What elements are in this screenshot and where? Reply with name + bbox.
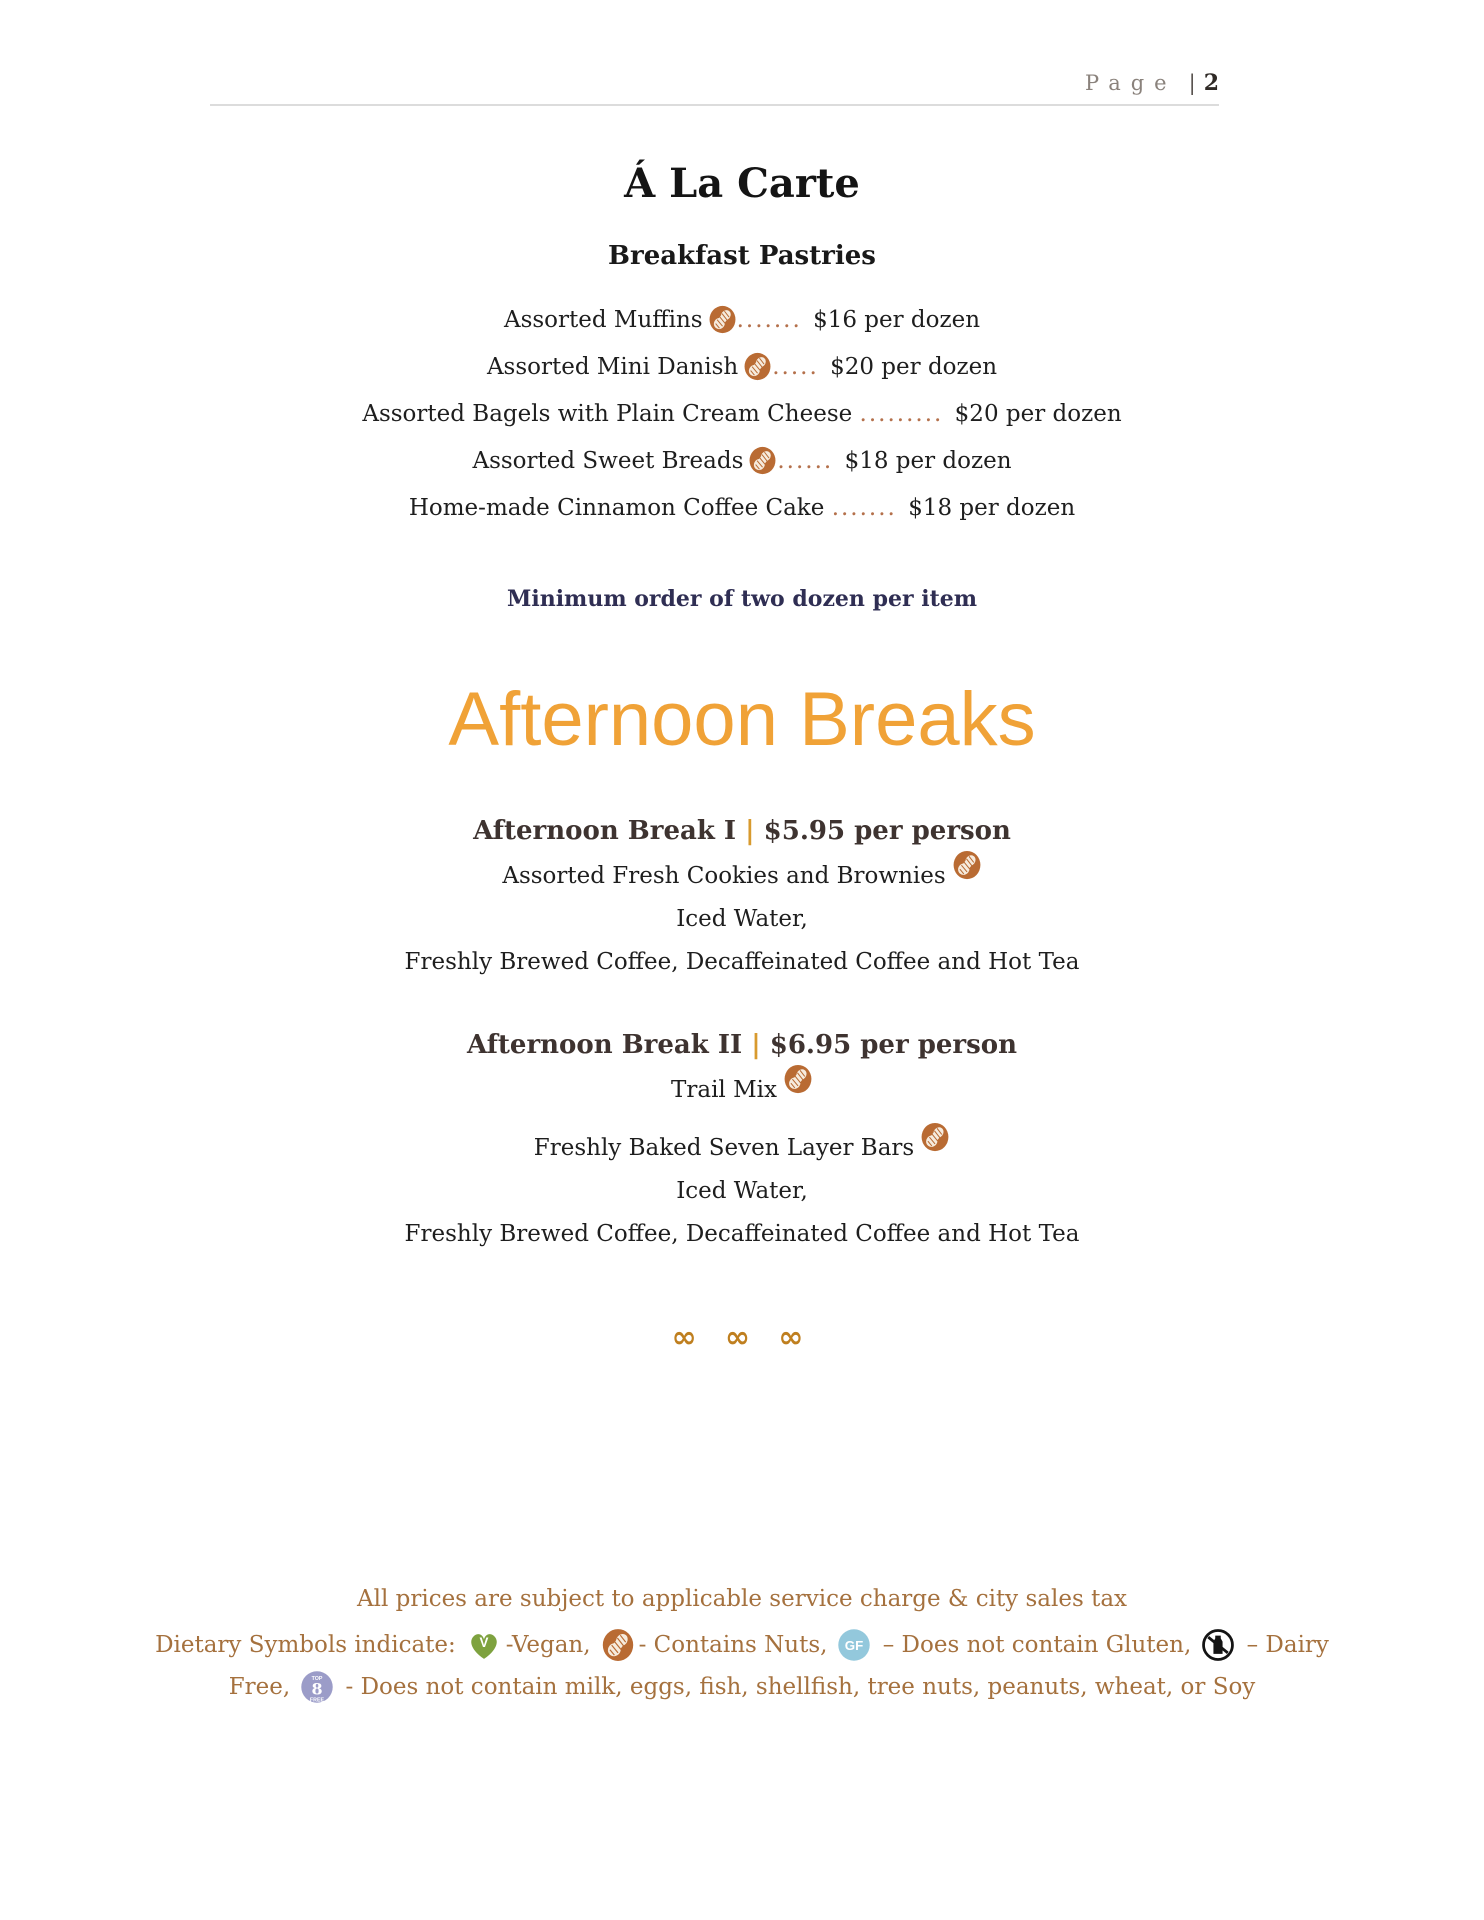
- dietary-legend-line-1: [0, 1624, 1484, 1666]
- vegan-label: -Vegan,: [505, 1632, 591, 1658]
- nuts-label: - Contains Nuts,: [638, 1632, 828, 1658]
- item-price: $20 per dozen: [954, 401, 1122, 427]
- break-2-line-coffee: [0, 1213, 1484, 1256]
- line-text: Freshly Baked Seven Layer Bars: [533, 1135, 915, 1161]
- header-rule: [210, 104, 1219, 106]
- line-text: Freshly Brewed Coffee, Decaffeinated Coffee and Hot Tea: [404, 1221, 1080, 1247]
- dietary-legend-line-2: [0, 1666, 1484, 1708]
- vegan-icon: [466, 1629, 502, 1662]
- contains-nuts-icon: [920, 1122, 950, 1152]
- item-name: Assorted Muffins: [503, 307, 703, 333]
- contains-nuts-icon: [601, 1628, 635, 1662]
- line-text: Iced Water,: [676, 906, 808, 932]
- contains-nuts-icon: [708, 305, 737, 334]
- free-prefix: Free,: [228, 1674, 291, 1700]
- afternoon-break-2: [0, 1026, 1484, 1256]
- break-1-line-cookies: [0, 850, 1484, 898]
- break-title: Afternoon Break II: [467, 1030, 743, 1060]
- item-name: Assorted Sweet Breads: [472, 448, 744, 474]
- section-heading-breakfast-pastries: Breakfast Pastries: [608, 241, 876, 271]
- break-1-line-coffee: [0, 941, 1484, 984]
- item-name: Assorted Bagels with Plain Cream Cheese: [362, 401, 853, 427]
- line-text: Assorted Fresh Cookies and Brownies: [502, 863, 946, 889]
- item-price: $16 per dozen: [813, 307, 981, 333]
- dairy-free-icon: [1201, 1628, 1235, 1662]
- line-text: Trail Mix: [671, 1077, 777, 1103]
- contains-nuts-icon: [952, 850, 982, 880]
- footer: [0, 1578, 1484, 1708]
- section-heading-afternoon-breaks: Afternoon Breaks: [448, 677, 1036, 762]
- break-2-heading: [0, 1026, 1484, 1064]
- break-2-line-seven-layer-bars: [0, 1122, 1484, 1170]
- contains-nuts-icon: [783, 1064, 813, 1094]
- top-8-free-icon: [300, 1670, 334, 1704]
- break-2-line-trail-mix: [0, 1064, 1484, 1112]
- break-1-line-iced-water: [0, 898, 1484, 941]
- page-title: Á La Carte: [624, 160, 860, 207]
- page-header: [0, 70, 1484, 96]
- break-price: $5.95 per person: [763, 816, 1011, 846]
- menu-item-sweet-breads: [0, 438, 1484, 485]
- breakfast-pastries-list: [0, 297, 1484, 532]
- minimum-order-note: Minimum order of two dozen per item: [506, 586, 978, 612]
- item-name: Assorted Mini Danish: [486, 354, 739, 380]
- top8-label: - Does not contain milk, eggs, fish, shellfish, tree nuts, peanuts, wheat, or Soy: [345, 1674, 1256, 1700]
- line-text: Iced Water,: [676, 1178, 808, 1204]
- prices-disclaimer: All prices are subject to applicable service charge & city sales tax: [356, 1586, 1128, 1612]
- price-dots: .........: [859, 401, 944, 427]
- heading-divider: |: [745, 816, 755, 846]
- heading-divider: |: [751, 1030, 761, 1060]
- price-dots: .....: [772, 354, 819, 380]
- menu-item-coffee-cake: [0, 485, 1484, 532]
- line-text: Freshly Brewed Coffee, Decaffeinated Coffee and Hot Tea: [404, 949, 1080, 975]
- gluten-label: – Does not contain Gluten,: [882, 1632, 1192, 1658]
- break-title: Afternoon Break I: [473, 816, 737, 846]
- price-dots: ......: [777, 448, 834, 474]
- item-price: $18 per dozen: [844, 448, 1012, 474]
- price-dots: .......: [831, 495, 897, 521]
- item-price: $18 per dozen: [908, 495, 1076, 521]
- item-price: $20 per dozen: [830, 354, 998, 380]
- dairy-label: – Dairy: [1246, 1632, 1329, 1658]
- break-price: $6.95 per person: [769, 1030, 1017, 1060]
- price-dots: .......: [736, 307, 802, 333]
- menu-item-bagels: [0, 391, 1484, 438]
- end-ornament: ∞ ∞ ∞: [671, 1320, 813, 1355]
- gluten-free-icon: [837, 1628, 871, 1662]
- page-label: Page: [1085, 71, 1177, 95]
- menu-item-muffins: [0, 297, 1484, 344]
- break-1-heading: [0, 812, 1484, 850]
- afternoon-break-1: [0, 812, 1484, 984]
- page-number-divider: |: [1188, 71, 1196, 95]
- item-name: Home-made Cinnamon Coffee Cake: [408, 495, 825, 521]
- contains-nuts-icon: [743, 352, 772, 381]
- page-number: 2: [1203, 70, 1219, 96]
- menu-item-mini-danish: [0, 344, 1484, 391]
- break-2-line-iced-water: [0, 1170, 1484, 1213]
- contains-nuts-icon: [748, 446, 777, 475]
- legend-prefix: Dietary Symbols indicate:: [155, 1632, 456, 1658]
